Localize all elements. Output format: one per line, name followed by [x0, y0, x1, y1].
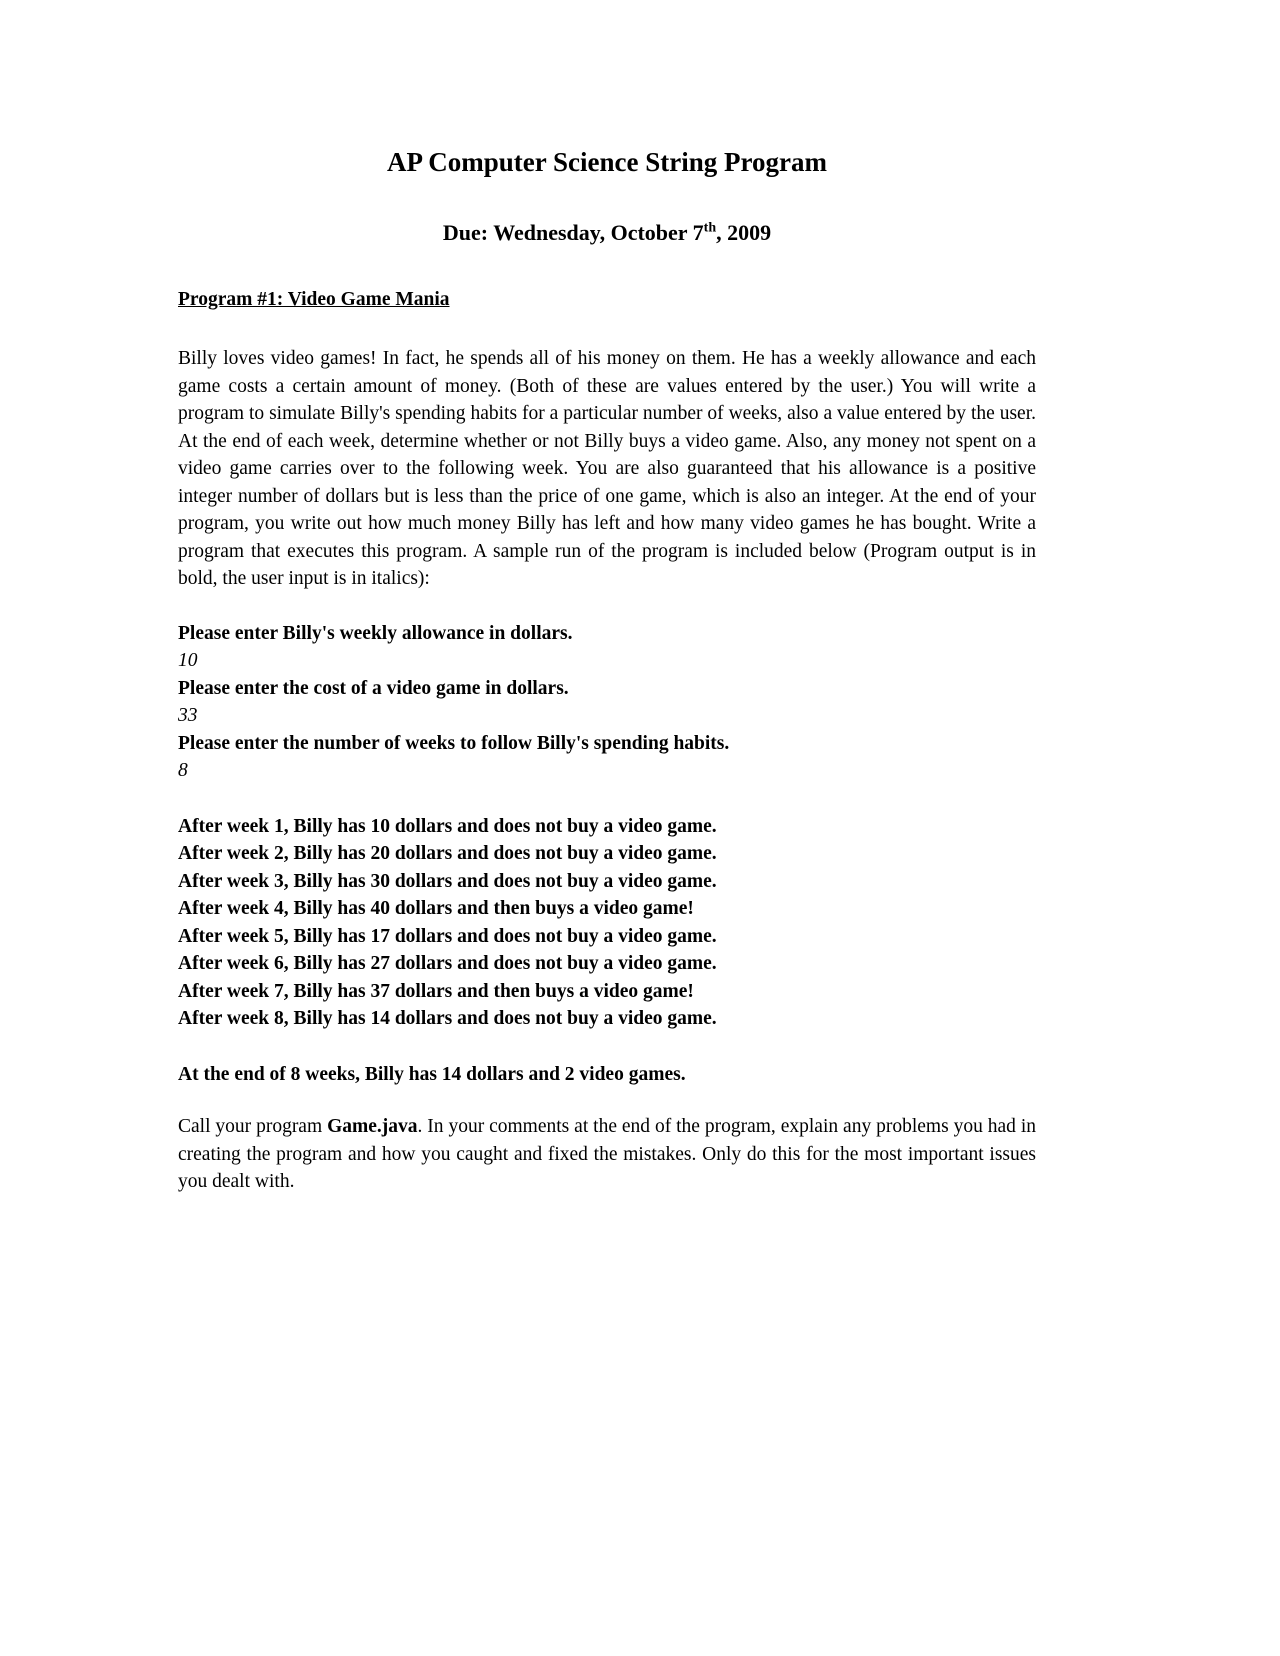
sample-run-block: [178, 620, 1036, 785]
week-result-line-2: After week 2, Billy has 20 dollars and does not buy a video game.: [178, 843, 717, 864]
document-title: AP Computer Science String Program: [387, 147, 827, 177]
sample-input-weeks: 8: [178, 760, 188, 781]
week-result-line-3: After week 3, Billy has 30 dollars and does not buy a video game.: [178, 870, 717, 892]
summary-line: At the end of 8 weeks, Billy has 14 dollars and 2 video games.: [178, 1063, 686, 1085]
section-heading: Program #1: Video Game Mania: [178, 289, 450, 310]
closing-prefix: Call your program: [178, 1116, 328, 1137]
due-date-superscript: th: [703, 220, 717, 236]
closing-suffix: . In your comments at the end of the program, explain any problems you had in creating the program and how you caught and fixed the mistakes. Only do this for the most important issues you dealt with.: [178, 1116, 1036, 1192]
week-result-line-4: After week 4, Billy has 40 dollars and then buys a video game!: [178, 898, 694, 919]
closing-filename: Game.java: [327, 1116, 418, 1137]
closing-paragraph: [178, 1113, 1036, 1196]
intro-paragraph: Billy loves video games! In fact, he spends all of his money on them. He has a weekly allowance and each game costs a certain amount of money. (Both of these are values entered by the user.) You will write a program to simulate Billy's spending habits for a particular number of weeks, also a value entered by the user. At the end of each week, determine whether or not Billy buys a video game. Also, any money not spent on a video game carries over to the following week. You are also guaranteed that his allowance is a positive integer number of dollars but is less than the price of one game, which is also an integer. At the end of your program, you write out how much money Billy has left and how many video games he has bought. Write a program that executes this program. A sample run of the program is included below (Program output is in bold, the user input is in italics):: [178, 348, 1036, 589]
sample-prompt-cost: Please enter the cost of a video game in dollars.: [178, 677, 569, 699]
week-result-line-8: After week 8, Billy has 14 dollars and does not buy a video game.: [178, 1008, 717, 1029]
due-date-prefix: Due: Wednesday, October 7: [442, 220, 704, 245]
week-results-block: [178, 813, 1036, 1033]
week-result-line-7: After week 7, Billy has 37 dollars and then buys a video game!: [178, 980, 694, 1002]
sample-input-cost: 33: [178, 705, 198, 726]
week-result-line-1: After week 1, Billy has 10 dollars and does not buy a video game.: [178, 815, 717, 837]
sample-prompt-weeks: Please enter the number of weeks to follow Billy's spending habits.: [178, 732, 730, 754]
sample-input-allowance: 10: [178, 650, 198, 671]
due-date-line: [178, 220, 1036, 246]
week-result-line-6: After week 6, Billy has 27 dollars and does not buy a video game.: [178, 953, 717, 974]
due-date-suffix: , 2009: [716, 220, 772, 245]
sample-prompt-allowance: Please enter Billy's weekly allowance in dollars.: [178, 622, 573, 644]
week-result-line-5: After week 5, Billy has 17 dollars and does not buy a video game.: [178, 925, 717, 947]
